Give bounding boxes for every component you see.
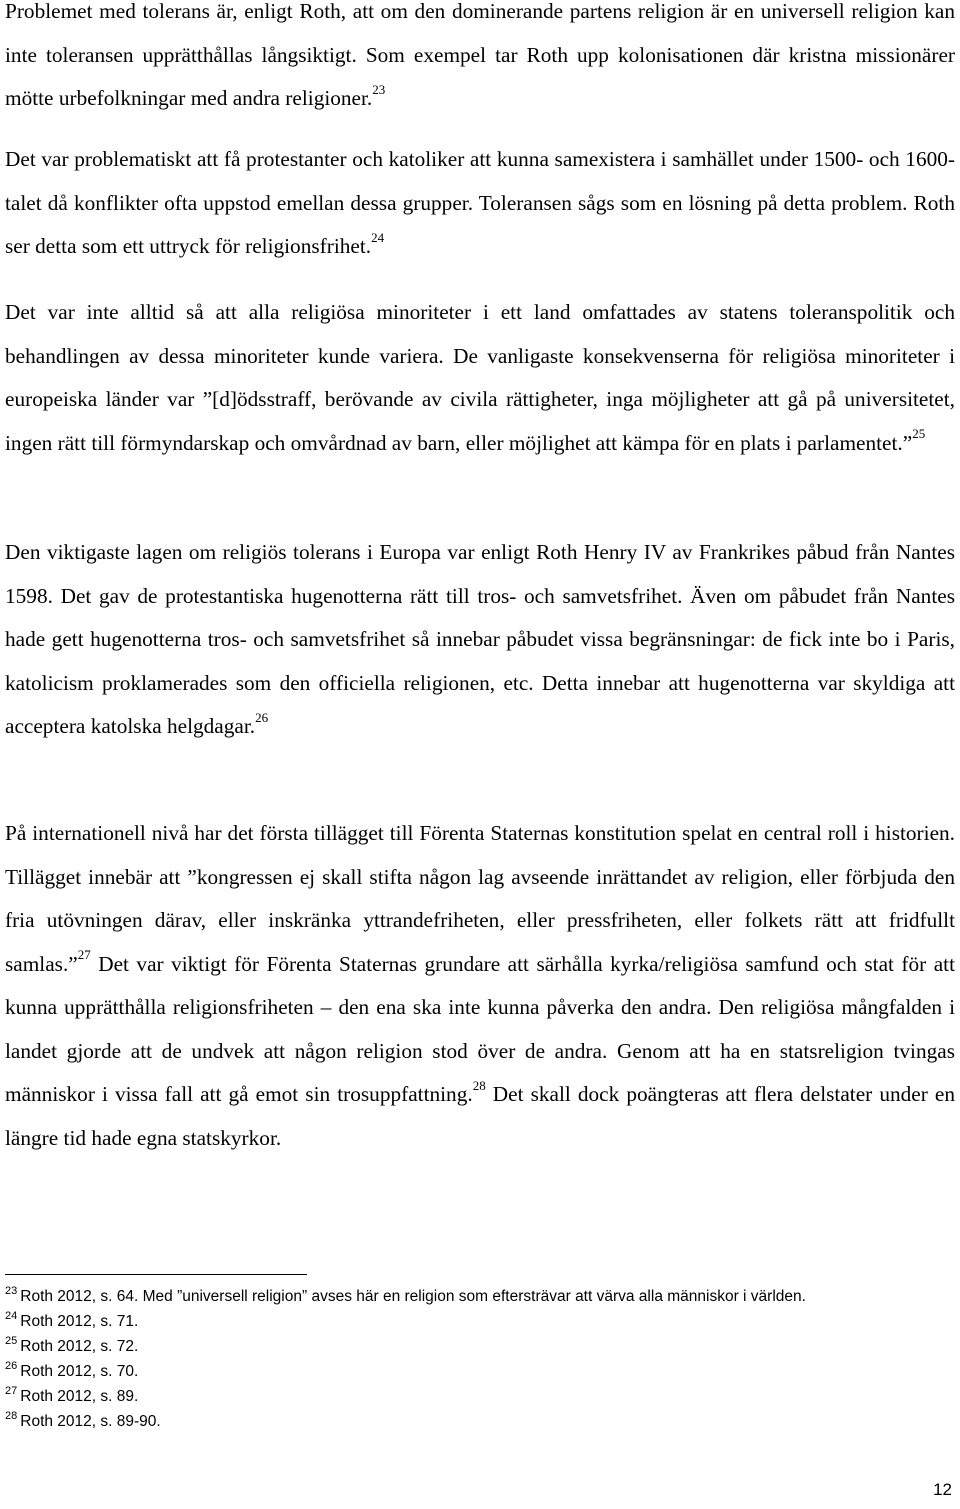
footnote-ref[interactable]: 23 — [372, 81, 386, 97]
paragraph-1 — [5, 0, 955, 121]
footnote-ref[interactable]: 26 — [255, 709, 269, 725]
footnote-number: 23 — [5, 1284, 18, 1297]
footnote-text: Roth 2012, s. 70. — [20, 1363, 139, 1380]
footnote-number: 26 — [5, 1359, 18, 1372]
footnote-separator — [5, 1274, 307, 1275]
paragraph-2 — [5, 138, 955, 269]
paragraph-text: Den viktigaste lagen om religiös tolerans i Europa var enligt Roth Henry IV av Frankrikes påbud från Nantes 1598. Det gav de protestantiska hugenotterna rätt till tros- och samvetsfrihet. Även om påbudet från Nantes hade gett hugenotterna tros- och samvetsfrihet så innebar påbudet vissa begränsningar: de fick inte bo i Paris, katolicism proklamerades som den officiella religionen, etc. Detta innebar att hugenotterna var skyldiga att acceptera katolska helgdagar. — [5, 540, 955, 738]
footnote-item — [5, 1359, 955, 1384]
paragraph-text: På internationell nivå har det första tillägget till Förenta Staternas konstitution spelat en central roll i historien. Tillägget innebär att ”kongressen ej skall stifta någon lag avseende inrättandet av religion, eller förbjuda den fria utövningen därav, eller inskränka yttrandefriheten, eller pressfriheten, eller folkets rätt att fridfullt samlas.” — [5, 821, 955, 976]
footnote-ref[interactable]: 28 — [472, 1077, 486, 1093]
paragraph-text: Det skall dock poängteras att flera delstater under en längre tid hade egna statskyrkor. — [5, 1082, 956, 1150]
footnote-text: Roth 2012, s. 89. — [20, 1388, 139, 1405]
footnote-item — [5, 1334, 955, 1359]
paragraph-text: Det var inte alltid så att alla religiösa minoriteter i ett land omfattades av statens toleranspolitik och behandlingen av dessa minoriteter kunde variera. De vanligaste konsekvenserna för religiösa minoriteter i europeiska länder var ”[d]ödsstraff, berövande av civila rättigheter, inga möjligheter att gå på universitetet, ingen rätt till förmyndarskap och omvårdnad av barn, eller möjlighet att kämpa för en plats i parlamentet.” — [5, 300, 955, 455]
footnote-text: Roth 2012, s. 72. — [20, 1338, 139, 1355]
footnote-ref[interactable]: 27 — [77, 947, 91, 963]
footnote-item — [5, 1384, 955, 1409]
paragraph-text: Det var problematiskt att få protestanter och katoliker att kunna samexistera i samhället under 1500- och 1600-talet då konflikter ofta uppstod emellan dessa grupper. Toleransen sågs som en lösning på detta problem. Roth ser detta som ett uttryck för religionsfrihet. — [5, 147, 955, 258]
footnote-number: 27 — [5, 1384, 18, 1397]
footnote-text: Roth 2012, s. 89-90. — [20, 1413, 161, 1430]
paragraph-text: Det var viktigt för Förenta Staternas grundare att särhålla kyrka/religiösa samfund och stat för att kunna upprätthålla religionsfriheten – den ena ska inte kunna påverka den andra. Den religiösa mångfalden i landet gjorde att de undvek att någon religion stod över de andra. Genom att ha en statsreligion tvingas människor i vissa fall att gå emot sin trosuppfattning. — [5, 951, 955, 1106]
paragraph-4 — [5, 531, 955, 749]
footnote-item — [5, 1309, 955, 1334]
paragraph-5 — [5, 812, 955, 1160]
footnotes — [5, 1284, 955, 1434]
footnote-text: Roth 2012, s. 71. — [20, 1313, 139, 1330]
footnote-ref[interactable]: 25 — [912, 426, 926, 442]
footnote-text: Roth 2012, s. 64. Med ”universell religion” avses här en religion som eftersträvar att värva alla människor i världen. — [20, 1288, 806, 1305]
footnote-number: 25 — [5, 1334, 18, 1347]
footnote-number: 24 — [5, 1309, 18, 1322]
paragraph-3 — [5, 291, 955, 465]
page-number: 12 — [933, 1480, 952, 1499]
footnote-number: 28 — [5, 1409, 18, 1422]
footnote-ref[interactable]: 24 — [371, 229, 385, 245]
footnote-item — [5, 1409, 955, 1434]
footnote-item — [5, 1284, 955, 1309]
paragraph-text: Problemet med tolerans är, enligt Roth, att om den dominerande partens religion är en universell religion kan inte toleransen upprätthållas långsiktigt. Som exempel tar Roth upp kolonisationen där kristna missionärer mötte urbefolkningar med andra religioner. — [5, 0, 955, 110]
